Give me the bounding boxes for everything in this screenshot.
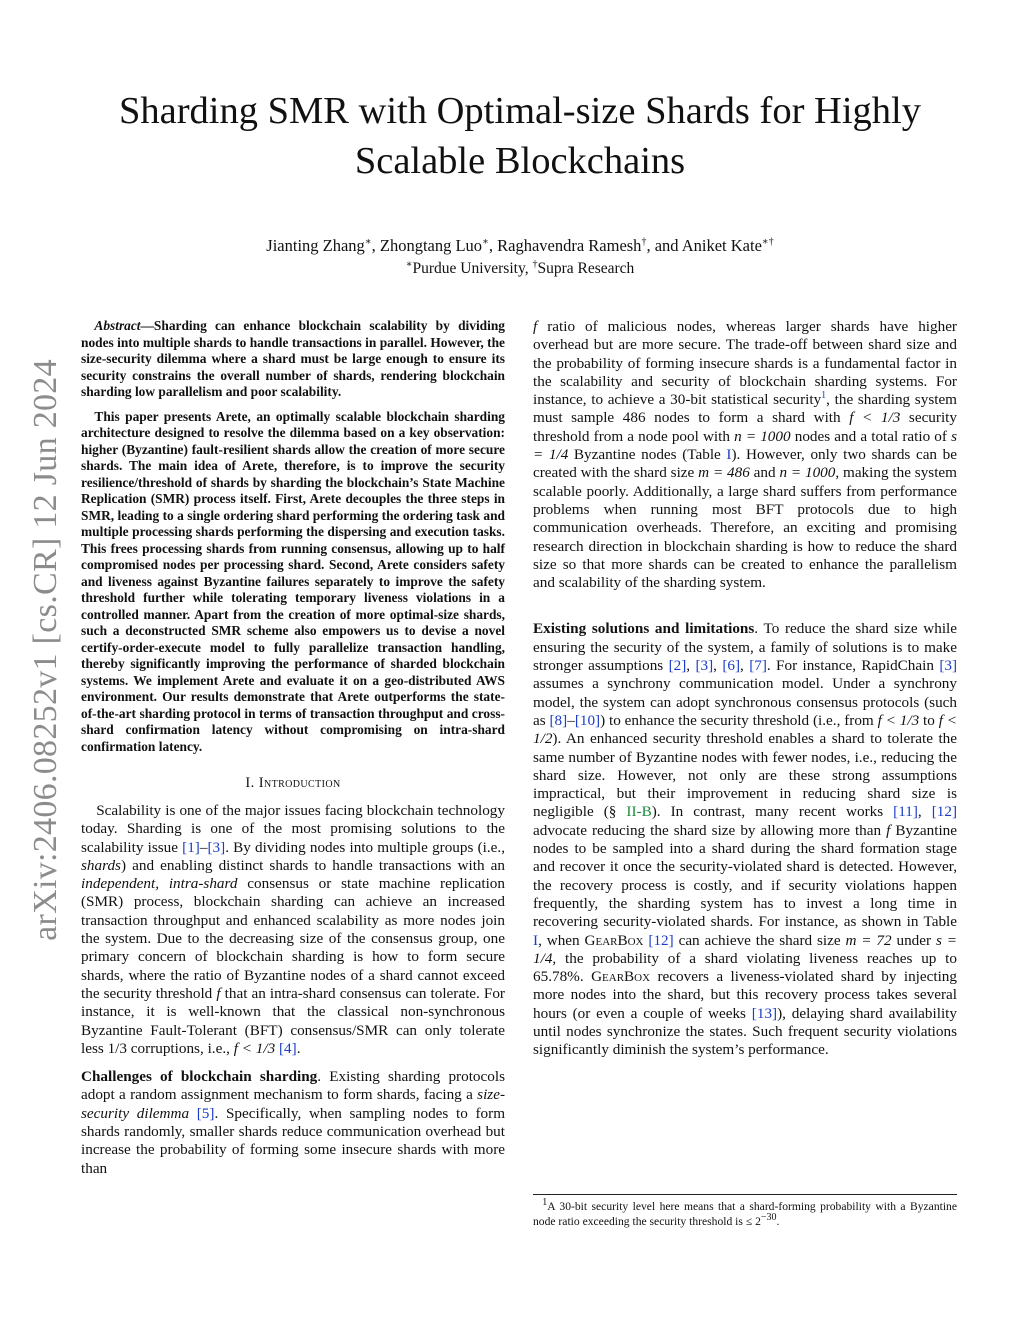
paragraph-heading: Challenges of blockchain sharding <box>81 1068 318 1086</box>
section-heading <box>81 775 505 792</box>
affiliation: Purdue University <box>412 260 525 277</box>
author-mark: ∗† <box>761 236 774 248</box>
citation-link[interactable]: [12] <box>648 931 674 949</box>
author-list: Jianting Zhang∗, Zhongtang Luo∗, Raghavendra Ramesh†, and Aniket Kate∗† <box>266 236 774 255</box>
citation-link[interactable]: [6] <box>722 657 741 675</box>
footnote-ref-link[interactable]: 1 <box>821 390 827 402</box>
math: ≤ 2 <box>745 1214 761 1228</box>
math-exponent: −30 <box>760 1211 777 1223</box>
author-mark: † <box>641 236 647 248</box>
math: m = 486 <box>698 464 750 482</box>
table-ref-link[interactable]: I <box>726 446 732 464</box>
footnote <box>533 1194 957 1229</box>
author-mark: ∗ <box>482 236 489 248</box>
challenges-paragraph-continued: f ratio of malicious nodes, whereas larger shards have higher overhead but are more secure. The trade-off between shard size and the probability of forming insecure shards is a fundamental factor in the scalability and security of blockchain sharding systems. For instance, to achieve a 30-bit statistical security$^1$, the sharding system must sample 486 nodes to form a shard with f < 1/3 security threshold from a node pool with n = 1000 nodes and a total ratio of s = 1/4 Byzantine nodes (Table I). However, only two shards can be created with the shard size m = 486 and n = 1000, making the system scalable poorly. Additionally, a large shard suffers from performance problems when running most BFT protocols due to high communication overheads. Therefore, an exciting and promising research direction in blockchain sharding is how to reduce the shard size so that more shards can be created to enhance the parallelism and scalability of the sharding system. <box>533 318 958 592</box>
arxiv-identifier: arXiv:2406.08252v1 [cs.CR] 12 Jun 2024 <box>27 359 64 941</box>
system-name: GearBox <box>591 968 651 986</box>
citation-link[interactable]: [10] <box>574 711 601 729</box>
math: m = 72 <box>845 931 892 949</box>
affiliation-mark: † <box>532 258 538 270</box>
abstract-paragraph-1: Abstract—Sharding can enhance blockchain scalability by dividing nodes into multiple shards to handle transactions in parallel. However, the size-security dilemma where a shard must be large enough to ensure its security constrains the overall number of shards, rendering blockchain sharding low parallelism and poor scalability. <box>81 318 505 399</box>
citation-link[interactable]: [13] <box>751 1004 778 1022</box>
math: f <box>216 984 221 1002</box>
paper-title: Sharding SMR with Optimal-size Shards for Highly Scalable Blockchains <box>118 90 922 182</box>
author-name: Aniket Kate <box>681 236 762 255</box>
math: n = 1000 <box>779 464 836 482</box>
math: f <box>886 821 891 839</box>
math: f < 1/3 <box>877 711 920 729</box>
math: 486 <box>622 409 646 427</box>
citation-link[interactable]: [3] <box>207 838 226 856</box>
affiliations: ∗Purdue University, †Supra Research <box>405 258 635 277</box>
footnote-mark: 1 <box>542 1197 548 1209</box>
abstract-paragraph-2: This paper presents Arete, an optimally scalable blockchain sharding architecture designed to resolve the dilemma based on a key observation: higher (Byzantine) fault-resilient shards allow the creation of more secure shards. The main idea of Arete, therefore, is to improve the security resilience/threshold of shards by sharding the blockchain’s State Machine Replication (SMR) process itself. First, Arete decouples the three steps in SMR, leading to a single ordering shard performing the ordering task and multiple processing shards performing the dispersing and execution tasks. This frees processing shards from running consensus, allowing up to half compromised nodes per processing shard. Second, Arete considers safety and liveness against Byzantine failures separately to improve the safety threshold further while tolerating temporary liveness violations in a controlled manner. Apart from the creation of more optimal-size shards, such a deconstructed SMR scheme also empowers us to devise a novel certify-order-execute model to fully parallelize transaction handling, thereby significantly improving the performance of sharded blockchain systems. We implement Arete and evaluate it on a geo-distributed AWS environment. Our results demonstrate that Arete outperforms the state-of-the-art sharding protocol in terms of transaction throughput and cross-shard confirmation latency without compromising on intra-shard confirmation latency. <box>81 408 505 754</box>
section-ref-link[interactable]: II-B <box>626 803 652 821</box>
citation-link[interactable]: [11] <box>893 803 918 821</box>
paragraph-heading: Existing solutions and limitations <box>533 620 755 638</box>
author-name: Jianting Zhang <box>266 236 365 255</box>
math: f <box>533 318 538 335</box>
section-title: Introduction <box>258 775 341 791</box>
affiliation: Supra Research <box>537 260 635 277</box>
challenges-paragraph: Challenges of blockchain sharding. Existing sharding protocols adopt a random assignment mechanism to form shards, facing a size-security dilemma [5]. Specifically, when sampling nodes to form shards randomly, smaller shards reduce communication overhead but increase the probability of forming some insecure shards with more than <box>81 1068 506 1177</box>
math: s = 1/4 <box>533 931 957 967</box>
citation-link[interactable]: [1] <box>182 838 200 856</box>
citation-link[interactable]: [2] <box>668 657 687 675</box>
table-ref-link[interactable]: I <box>533 931 539 949</box>
existing-solutions-paragraph: Existing solutions and limitations. To reduce the shard size while ensuring the security of the system, a family of solutions is to make stronger assumptions [2], [3], [6], [7]. For instance, RapidChain [3] assumes a synchrony communication model. Under a synchrony model, the system can adopt synchronous consensus protocols (such as [8]–[10]) to enhance the security threshold (i.e., from f < 1/3 to f < 1/2). An enhanced security threshold enables a shard to tolerate the same number of Byzantine nodes with fewer nodes, i.e., reducing the shard size. However, not only are these strong assumptions impractical, but their improvement in reducing shard size is negligible (§ II-B). In contrast, many recent works [11], [12] advocate reducing the shard size by allowing more than f Byzantine nodes to be sampled into a shard during the shard formation stage and recover it once the security-violated shard is detected. However, the recovery process is costly, and if security violations happen frequently, the sharding system has to invest a long time in recovering security-violated shards. For instance, as shown in Table I, when GearBox [12] can achieve the shard size m = 72 under s = 1/4, the probability of a shard violating liveness reaches up to 65.78%. GearBox recovers a liveness-violated shard by injecting more nodes into the shard, but this recovery process takes several hours (or even a couple of weeks [13]), delaying shard availability until nodes synchronize the states. Such frequent security violations significantly diminish the system’s performance. <box>533 620 958 1059</box>
math: 65.78% <box>533 968 580 986</box>
author-conjunction: and <box>654 236 679 255</box>
abstract <box>81 318 505 755</box>
affiliation-mark: ∗ <box>405 258 413 270</box>
arxiv-side-stamp <box>16 350 76 950</box>
section-number: I. <box>245 775 255 791</box>
system-name: GearBox <box>584 931 644 949</box>
math: 1/3 <box>107 1039 127 1057</box>
citation-link[interactable]: [7] <box>749 657 767 675</box>
abstract-lead: Abstract <box>94 318 141 333</box>
math: f < 1/3 <box>233 1039 276 1057</box>
math: f < 1/3 <box>849 409 901 427</box>
footnote-text: $^1$A 30-bit security level here means that a shard-forming probability with a Byzantine node ratio exceeding the security threshold is ≤ $2^{-30}$. <box>533 1197 957 1228</box>
right-column <box>533 318 957 1060</box>
author-name: Zhongtang Luo <box>379 236 483 255</box>
citation-link[interactable]: [8] <box>549 711 568 729</box>
intro-body <box>81 802 505 1178</box>
citation-link[interactable]: [3] <box>939 657 958 675</box>
math: s = 1/4 <box>533 427 958 464</box>
intro-paragraph: Scalability is one of the major issues facing blockchain technology today. Sharding is one of the most promising solutions to the scalability issue [1]–[3]. By dividing nodes into multiple groups (i.e., shards) and enabling distinct shards to handle transactions with an independent, intra-shard consensus or state machine replication (SMR) process, blockchain sharding can achieve an increased transaction throughput and enhanced scalability as more nodes join the system. Due to the decreasing size of the consensus group, one primary concern of blockchain sharding is how to form secure shards, where the ratio of Byzantine nodes of a shard cannot exceed the security threshold f that an intra-shard consensus can tolerate. For instance, it is well-known that the classical non-synchronous Byzantine Fault-Tolerant (BFT) consensus/SMR can only tolerate less 1/3 corruptions, i.e., f < 1/3 [4]. <box>81 802 505 1057</box>
author-mark: ∗ <box>364 236 372 248</box>
citation-link[interactable]: [5] <box>196 1104 215 1122</box>
math: n = 1000 <box>734 427 791 445</box>
author-name: Raghavendra Ramesh <box>497 236 642 255</box>
citation-link[interactable]: [4] <box>279 1039 297 1057</box>
math: f < 1/2 <box>533 711 958 748</box>
citation-link[interactable]: [3] <box>695 657 714 675</box>
left-column <box>81 318 505 1178</box>
citation-link[interactable]: [12] <box>931 803 958 821</box>
